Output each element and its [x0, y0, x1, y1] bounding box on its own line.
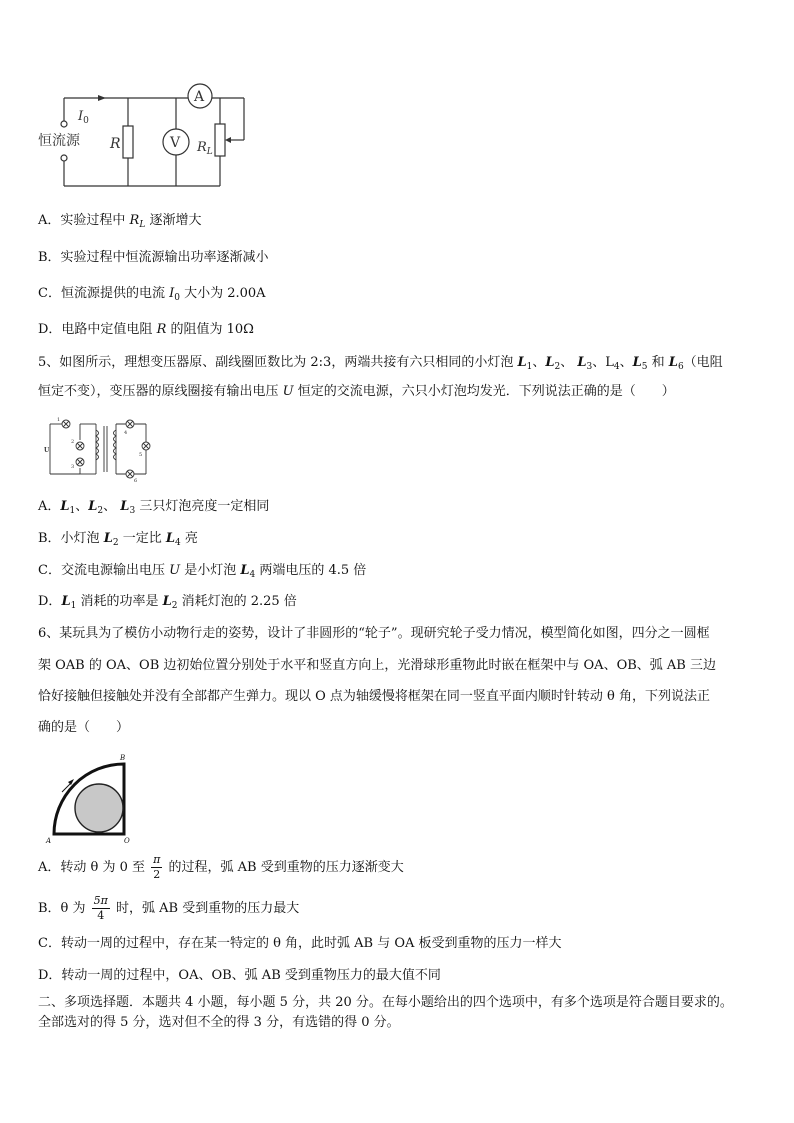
svg-text:O: O — [124, 837, 130, 845]
q4-option-c: C．恒流源提供的电流 $I_0$ 大小为 2.00A — [38, 286, 266, 303]
transformer-figure — [44, 416, 154, 486]
circuit-figure — [36, 82, 276, 192]
svg-text:B: B — [120, 754, 126, 762]
fraction-5pi-over-4: $\frac{5\pi}{4}$ — [93, 894, 108, 922]
q5-stem-line2: 恒定不变），变压器的原线圈接有输出电压 U 恒定的交流电源，六只小灯泡均发光．下列说法正确的是（ ） — [38, 384, 675, 399]
q6-option-c: C．转动一周的过程中，存在某一特定的 θ 角，此时弧 AB 与 OA 板受到重物的压力一样大 — [38, 936, 562, 951]
svg-text:1: 1 — [57, 417, 61, 423]
q6-option-a: A．转动 θ 为 0 至 $\frac{\pi}{2}$ 的过程，弧 AB 受到重物的压力逐渐变大 — [38, 853, 404, 881]
resistor-label-r: R — [110, 136, 121, 152]
svg-text:6: 6 — [134, 478, 138, 484]
voltmeter-label: V — [170, 135, 181, 151]
svg-text:3: 3 — [71, 464, 75, 470]
q4-option-b: B．实验过程中恒流源输出功率逐渐减小 — [38, 250, 269, 265]
section-2-instructions-line1: 二、多项选择题．本题共 4 小题，每小题 5 分，共 20 分。在每小题给出的四个选项中，有多个选项是符合题目要求的。 — [38, 995, 733, 1010]
q6-stem-line3: 恰好接触但接触处并没有全部都产生弹力。现以 O 点为轴缓慢将框架在同一竖直平面内顺时针转动 θ 角，下列说法正 — [38, 689, 711, 704]
svg-text:U: U — [44, 447, 50, 454]
fraction-pi-over-2: $\frac{\pi}{2}$ — [153, 853, 161, 881]
q5-stem-line1: 5、如图所示，理想变压器原、副线圈匝数比为 2:3，两端共接有六只相同的小灯泡 $L_1$、$L_2$、 $L_3$、$L_4$、$L_5$ 和 $L_6$（电阻 — [38, 355, 723, 372]
svg-text:4: 4 — [124, 430, 128, 436]
q4-option-a: A．实验过程中 $R_L$ 逐渐增大 — [38, 213, 202, 230]
svg-text:5: 5 — [139, 452, 143, 458]
resistor-label-rl: $R_L$ — [197, 140, 213, 157]
q6-stem-line1: 6、某玩具为了模仿小动物行走的姿势，设计了非圆形的“轮子”。现研究轮子受力情况，模型简化如图，四分之一圆框 — [38, 626, 710, 641]
q5-option-a: A．$L_1$、$L_2$、 $L_3$ 三只灯泡亮度一定相同 — [38, 499, 270, 516]
quarter-circle-frame-figure — [42, 750, 142, 850]
svg-text:A: A — [46, 837, 52, 845]
q5-option-d: D．$L_1$ 消耗的功率是 $L_2$ 消耗灯泡的 2.25 倍 — [38, 594, 297, 611]
q5-option-c: C．交流电源输出电压 U 是小灯泡 $L_4$ 两端电压的 4.5 倍 — [38, 563, 367, 580]
source-label: 恒流源 — [38, 133, 80, 149]
q4-option-d: D．电路中定值电阻 R 的阻值为 10Ω — [38, 322, 254, 337]
q6-option-d: D．转动一周的过程中，OA、OB、弧 AB 受到重物压力的最大值不同 — [38, 968, 441, 983]
current-label: $I_0$ — [78, 109, 89, 126]
q6-stem-line4: 确的是（ ） — [38, 720, 130, 735]
q6-option-b: B．θ 为 $\frac{5\pi}{4}$ 时，弧 AB 受到重物的压力最大 — [38, 894, 300, 922]
ammeter-label: A — [194, 89, 205, 105]
q6-stem-line2: 架 OAB 的 OA、OB 边初始位置分别处于水平和竖直方向上，光滑球形重物此时嵌在框架中与 OA、OB、弧 AB 三边 — [38, 658, 716, 673]
section-2-instructions-line2: 全部选对的得 5 分，选对但不全的得 3 分，有选错的得 0 分。 — [38, 1015, 400, 1030]
q5-option-b: B．小灯泡 $L_2$ 一定比 $L_4$ 亮 — [38, 531, 198, 548]
svg-text:2: 2 — [71, 439, 75, 445]
